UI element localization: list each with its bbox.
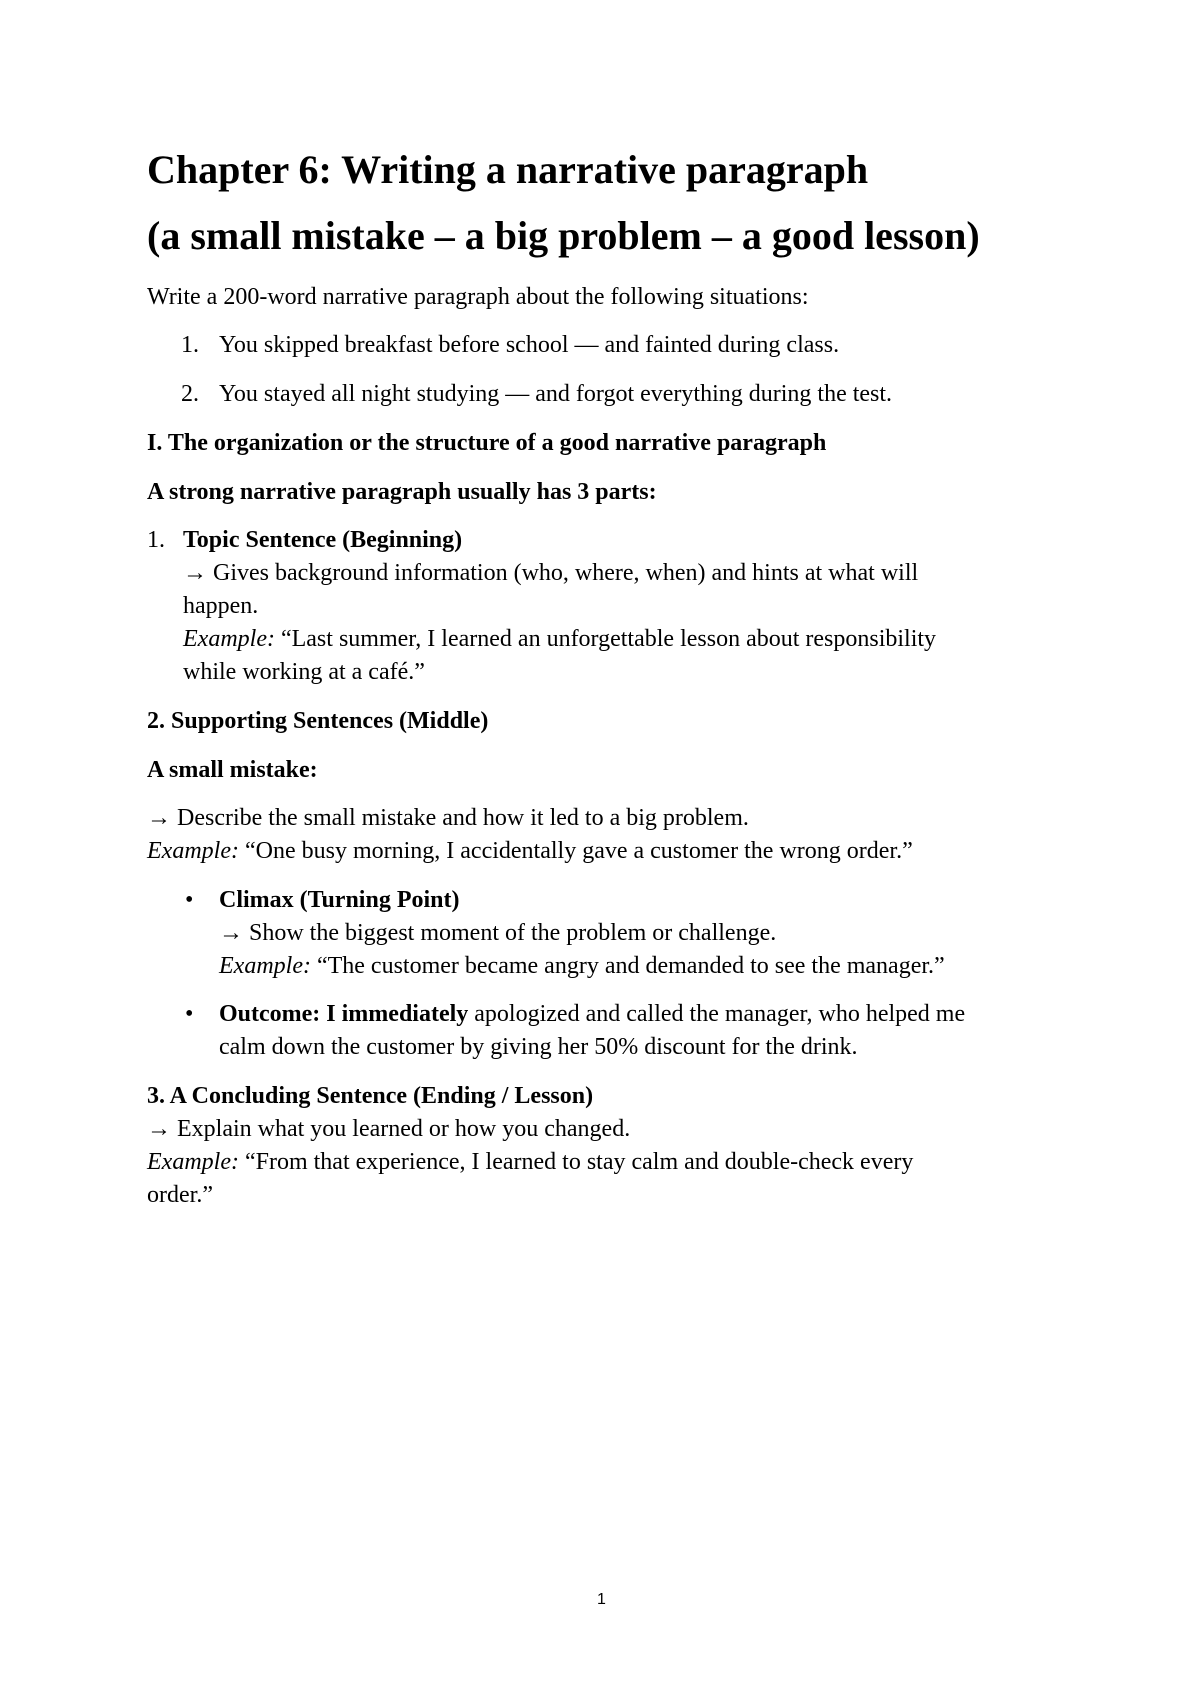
example-label: Example:: [147, 838, 239, 864]
climax-example: [219, 950, 945, 982]
supporting-desc: → Describe the small mistake and how it led to a big problem.: [147, 805, 749, 831]
concluding-example-line-1: [147, 1146, 913, 1178]
topic-example-line-1: [183, 623, 936, 655]
small-mistake-label: A small mistake:: [147, 757, 318, 783]
example-label: Example:: [183, 626, 275, 652]
example-label: Example:: [219, 953, 311, 979]
example-label: Example:: [147, 1149, 239, 1175]
outcome-line-1: [219, 998, 965, 1030]
concluding-example-line-2: order.”: [147, 1182, 213, 1208]
climax-heading: Climax (Turning Point): [219, 887, 460, 913]
topic-desc-line-2: happen.: [183, 593, 259, 619]
section-1-heading: I. The organization or the structure of a good narrative paragraph: [147, 430, 827, 456]
topic-desc-line-1: → Gives background information (who, where, when) and hints at what will: [183, 560, 919, 586]
supporting-example-text: “One busy morning, I accidentally gave a customer the wrong order.”: [238, 838, 913, 864]
outcome-text: apologized and called the manager, who helped me: [468, 1001, 966, 1027]
climax-bullet: •: [185, 887, 194, 913]
topic-heading: Topic Sentence (Beginning): [183, 527, 463, 553]
supporting-heading: 2. Supporting Sentences (Middle): [147, 708, 489, 734]
title-line-2: (a small mistake – a big problem – a good lesson): [147, 213, 980, 258]
situation-2-number: 2.: [181, 381, 199, 407]
instruction-text: Write a 200-word narrative paragraph about the following situations:: [147, 284, 809, 310]
outcome-emphasis: I immediately: [326, 1001, 469, 1027]
page-number: 1: [597, 1591, 606, 1608]
supporting-example: [147, 835, 913, 867]
situation-1-number: 1.: [181, 332, 199, 358]
climax-desc: → Show the biggest moment of the problem or challenge.: [219, 920, 777, 946]
concluding-heading: 3. A Concluding Sentence (Ending / Lesson): [147, 1083, 594, 1109]
parts-intro: A strong narrative paragraph usually has 3 parts:: [147, 479, 657, 505]
outcome-label: Outcome:: [219, 1001, 321, 1027]
title-line-1: Chapter 6: Writing a narrative paragraph: [147, 147, 869, 192]
situation-1-text: You skipped breakfast before school — and fainted during class.: [219, 332, 840, 358]
concluding-desc: → Explain what you learned or how you changed.: [147, 1116, 631, 1142]
topic-example-line-2: while working at a café.”: [183, 659, 425, 685]
topic-number: 1.: [147, 527, 165, 553]
outcome-line-2: calm down the customer by giving her 50% discount for the drink.: [219, 1034, 858, 1060]
situation-2-text: You stayed all night studying — and forgot everything during the test.: [219, 381, 893, 407]
outcome-bullet: •: [185, 1001, 194, 1027]
concluding-example-text: “From that experience, I learned to stay calm and double-check every: [238, 1149, 914, 1175]
topic-example-text: “Last summer, I learned an unforgettable lesson about responsibility: [274, 626, 937, 652]
climax-example-text: “The customer became angry and demanded to see the manager.”: [310, 953, 945, 979]
